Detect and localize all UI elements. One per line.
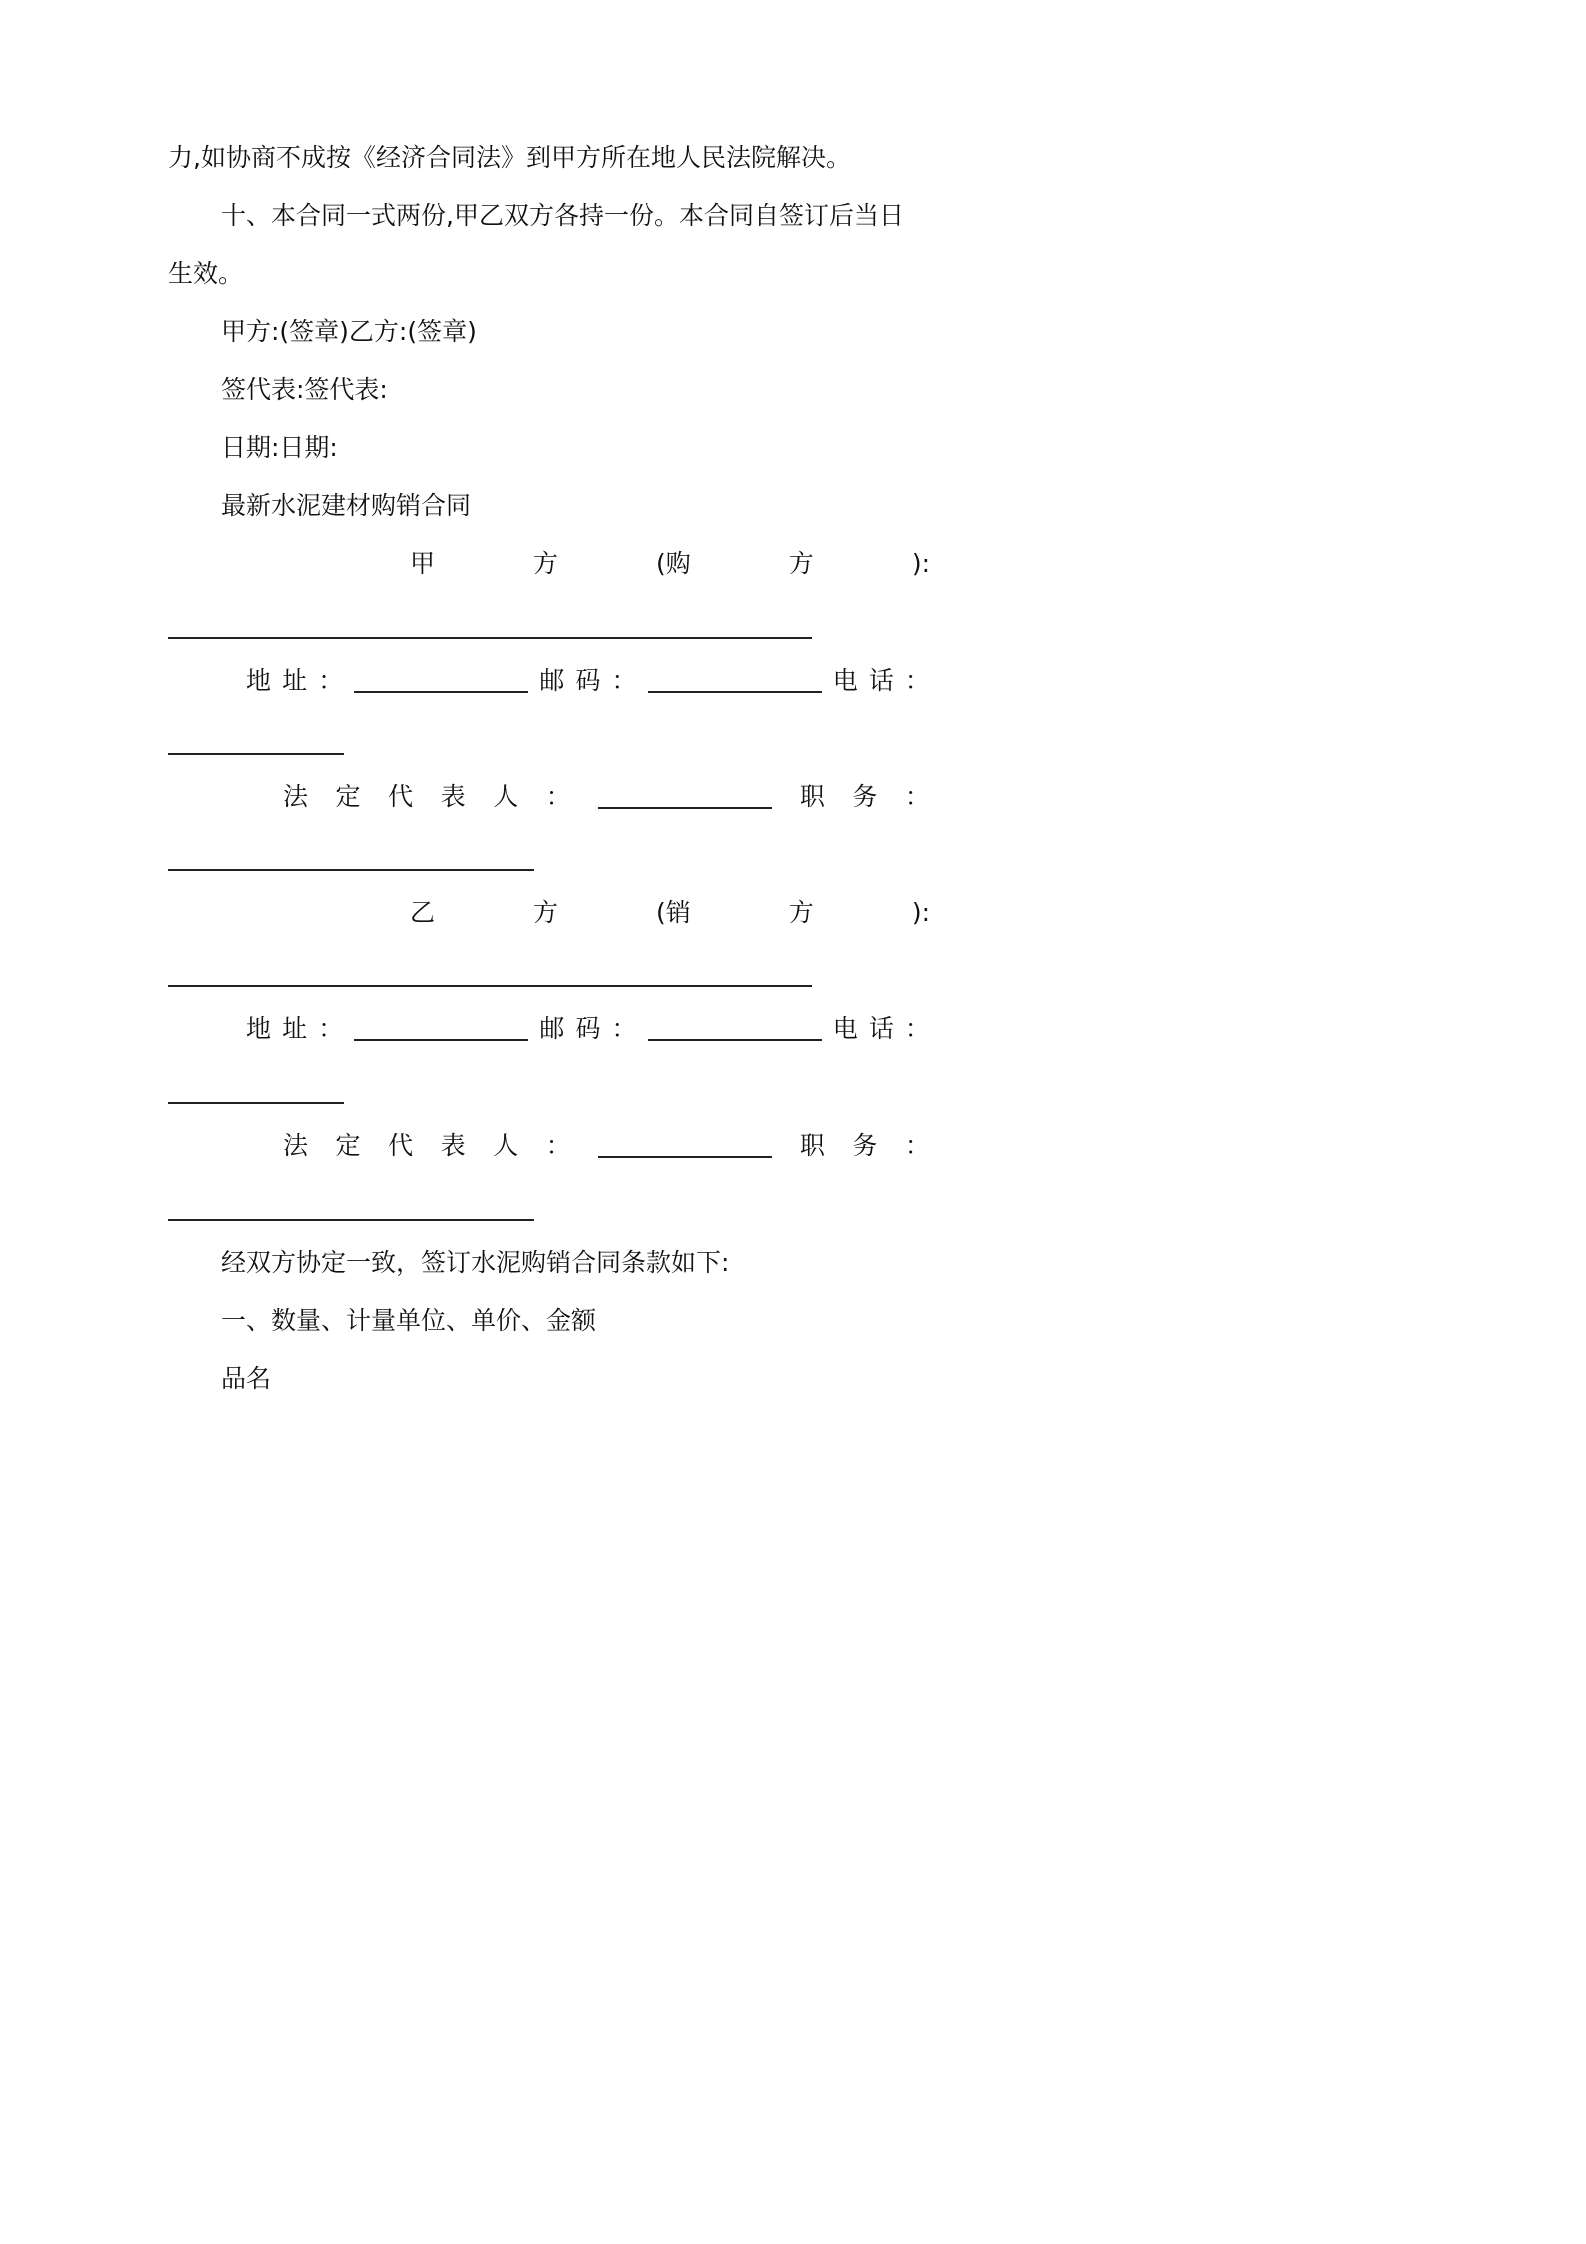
party-a-rep-label-4: 表 [440, 782, 466, 811]
party-a-char-4: 方 [788, 549, 814, 578]
party-a-char-2: 方 [533, 549, 559, 578]
party-b-postcode-label-1: 邮 [539, 1014, 565, 1043]
party-a-rep-label-6: ： [545, 782, 571, 811]
party-a-char-1: 甲 [410, 549, 436, 578]
document-page [0, 0, 1102, 1559]
party-a-postcode-label-1: 邮 [539, 666, 565, 695]
party-a-name-blank[interactable] [168, 637, 812, 639]
party-a-address-label-2: 址 [282, 666, 308, 695]
party-a-rep-label-5: 人 [493, 782, 519, 811]
party-b-phone-blank[interactable] [168, 1102, 344, 1104]
party-a-phone-label-3: ： [904, 666, 930, 695]
party-b-title-label-2: 务 [852, 1131, 878, 1160]
party-b-heading [410, 896, 930, 930]
signature-date-line: 日期:日期: [221, 433, 338, 462]
contract-title: 最新水泥建材购销合同 [221, 491, 472, 520]
party-b-address-blank[interactable] [354, 1017, 528, 1041]
party-b-char-1: 乙 [410, 898, 436, 927]
signature-seal-line: 甲方:(签章)乙方:(签章) [221, 317, 477, 346]
party-a-phone-label-1: 电 [832, 666, 858, 695]
party-b-address-label-3: ： [318, 1014, 344, 1043]
party-a-postcode-label-3: ： [611, 666, 637, 695]
signature-representative-line: 签代表:签代表: [221, 375, 388, 404]
party-a-address-blank[interactable] [354, 669, 528, 693]
party-a-title-label-3: ： [904, 782, 930, 811]
party-b-phone-label-2: 话 [868, 1014, 894, 1043]
party-b-representative-line [283, 1129, 930, 1163]
party-a-heading [410, 547, 930, 581]
party-a-representative-line [283, 780, 930, 814]
party-a-rep-label-3: 代 [388, 782, 414, 811]
party-a-rep-blank[interactable] [598, 785, 772, 809]
party-b-char-5: ): [911, 898, 930, 927]
party-b-title-label-3: ： [904, 1131, 930, 1160]
party-b-postcode-label-3: ： [611, 1014, 637, 1043]
party-b-phone-label-3: ： [904, 1014, 930, 1043]
party-a-postcode-blank[interactable] [648, 669, 822, 693]
party-b-rep-blank[interactable] [598, 1134, 772, 1158]
party-a-rep-label-1: 法 [283, 782, 309, 811]
party-b-contact-line [246, 1012, 930, 1046]
party-b-postcode-blank[interactable] [648, 1017, 822, 1041]
party-a-phone-label-2: 话 [868, 666, 894, 695]
party-a-address-label-3: ： [318, 666, 344, 695]
party-a-rep-label-2: 定 [335, 782, 361, 811]
party-b-rep-label-5: 人 [493, 1131, 519, 1160]
party-a-char-5: ): [911, 549, 930, 578]
party-a-contact-line [246, 664, 930, 698]
party-b-rep-label-1: 法 [283, 1131, 309, 1160]
party-a-postcode-label-2: 码 [575, 666, 601, 695]
party-b-rep-label-6: ： [545, 1131, 571, 1160]
agreement-intro: 经双方协定一致，签订水泥购销合同条款如下: [221, 1248, 730, 1277]
section-one-heading: 一、数量、计量单位、单价、金额 [221, 1306, 597, 1335]
party-a-address-label-1: 地 [246, 666, 272, 695]
party-b-rep-label-3: 代 [388, 1131, 414, 1160]
clause-ten-continuation: 生效。 [168, 259, 244, 288]
clause-nine-continuation: 力,如协商不成按《经济合同法》到甲方所在地人民法院解决。 [168, 143, 851, 172]
party-a-title-label-1: 职 [799, 782, 825, 811]
party-b-char-4: 方 [788, 898, 814, 927]
party-a-title-label-2: 务 [852, 782, 878, 811]
party-b-postcode-label-2: 码 [575, 1014, 601, 1043]
product-name-label: 品名 [221, 1364, 272, 1393]
party-b-name-blank[interactable] [168, 985, 812, 987]
party-a-char-3: (购 [656, 549, 691, 578]
party-b-char-2: 方 [533, 898, 559, 927]
party-b-rep-label-2: 定 [335, 1131, 361, 1160]
party-b-rep-label-4: 表 [440, 1131, 466, 1160]
party-b-address-label-1: 地 [246, 1014, 272, 1043]
party-b-char-3: (销 [656, 898, 691, 927]
party-b-address-label-2: 址 [282, 1014, 308, 1043]
party-b-phone-label-1: 电 [832, 1014, 858, 1043]
party-b-title-label-1: 职 [799, 1131, 825, 1160]
clause-ten: 十、本合同一式两份,甲乙双方各持一份。本合同自签订后当日 [221, 201, 904, 230]
party-b-title-blank[interactable] [168, 1219, 534, 1221]
party-a-title-blank[interactable] [168, 869, 534, 871]
party-a-phone-blank[interactable] [168, 753, 344, 755]
